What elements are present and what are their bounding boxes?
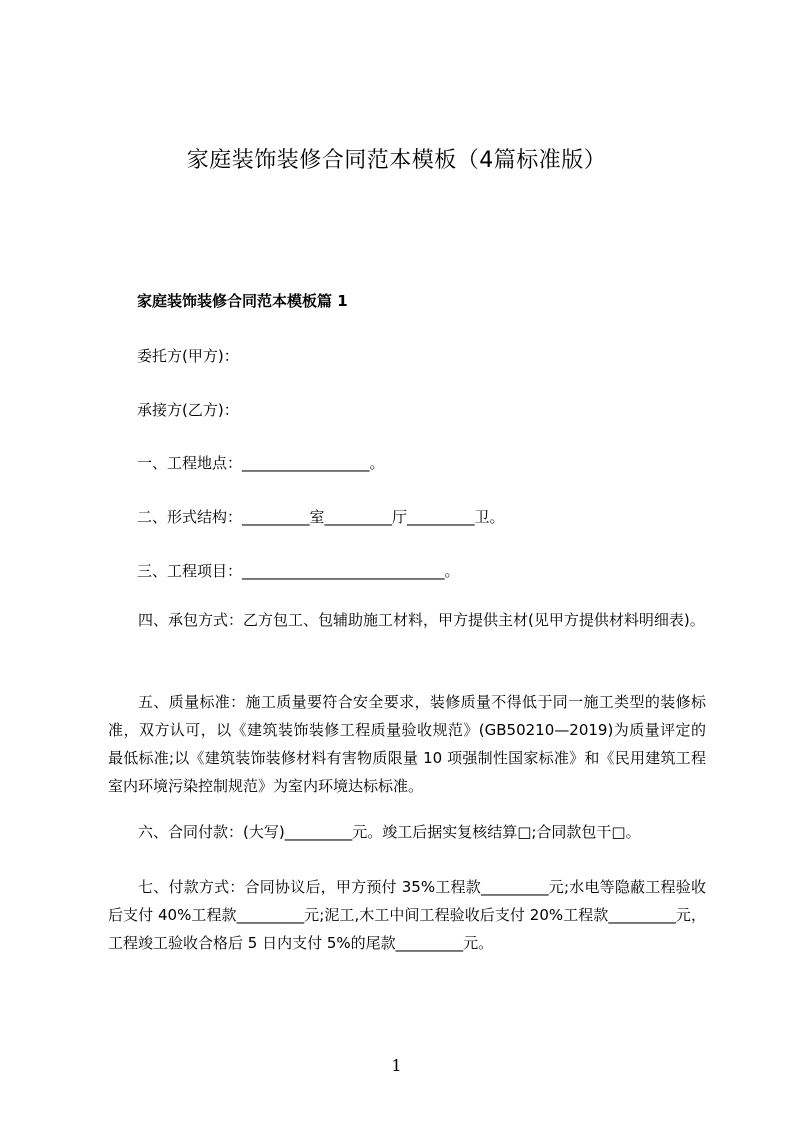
document-title: 家庭装饰装修合同范本模板（4篇标准版）: [186, 148, 607, 173]
payment-method-paragraph: 七、付款方式：合同协议后，甲方预付 35%工程款_________元;水电等隐蔽工程验收后支付 40%工程款_________元;泥工,木工中间工程验收后支付 20%工程款_________元，工程竣工验收合格后 5 日内支付 5%的尾款_________元。: [108, 878, 706, 952]
contract-method-paragraph: 四、承包方式：乙方包工、包辅助施工材料，甲方提供主材(见甲方提供材料明细表)。: [138, 611, 705, 629]
quality-standard-paragraph: 五、质量标准：施工质量要符合安全要求，装修质量不得低于同一施工类型的装修标准，双方认可，以《建筑装饰装修工程质量验收规范》(GB50210—2019)为质量评定的最低标准;以《建筑装饰装修材料有害物质限量 10 项强制性国家标准》和《民用建筑工程室内环境污染控制规范》为室内环境达标标准。: [108, 693, 706, 795]
page-number: 1: [391, 1056, 402, 1075]
section-title: 家庭装饰装修合同范本模板篇 1: [137, 292, 348, 310]
party-b-line: 承接方(乙方)：: [137, 401, 239, 419]
project-location-line: 一、工程地点：_________________。: [137, 454, 385, 472]
party-a-line: 委托方(甲方)：: [137, 347, 239, 365]
contract-payment-paragraph: 六、合同付款：(大写)_________元。竣工后据实复核结算□;合同款包干□。: [138, 823, 641, 841]
structure-form-line: 二、形式结构：_________室_________厅_________卫。: [137, 508, 505, 526]
project-items-line: 三、工程项目：___________________________。: [137, 562, 460, 580]
